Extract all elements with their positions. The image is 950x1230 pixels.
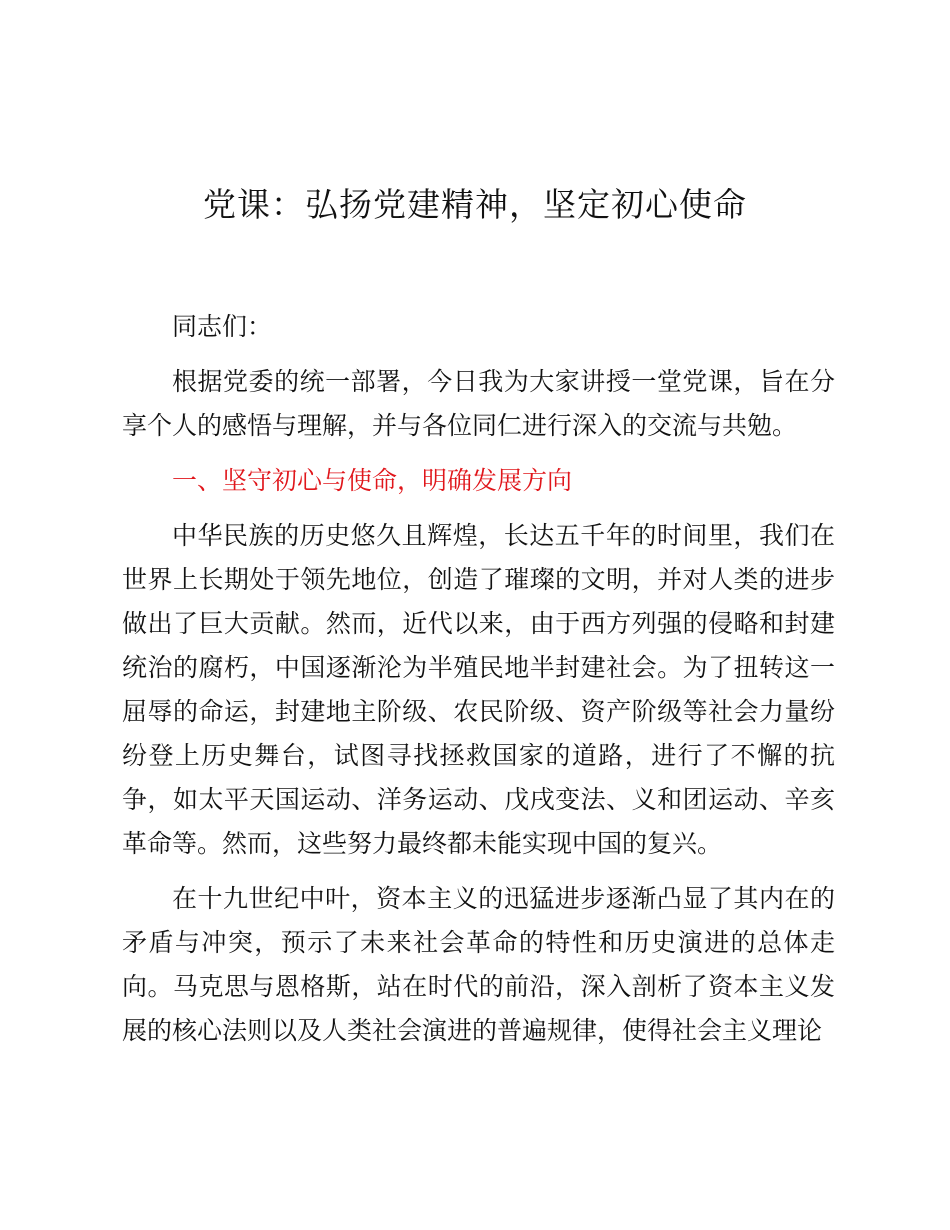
document-body <box>122 305 835 1053</box>
paragraph-marxism: 在十九世纪中叶，资本主义的迅猛进步逐渐凸显了其内在的矛盾与冲突，预示了未来社会革命的特性和历史演进的总体走向。马克思与恩格斯，站在时代的前沿，深入剖析了资本主义发展的核心法则以及人类社会演进的普遍规律，使得社会主义理论 <box>122 884 835 1045</box>
paragraph-history: 中华民族的历史悠久且辉煌，长达五千年的时间里，我们在世界上长期处于领先地位，创造了璀璨的文明，并对人类的进步做出了巨大贡献。然而，近代以来，由于西方列强的侵略和封建统治的腐朽，中国逐渐沦为半殖民地半封建社会。为了扭转这一屈辱的命运，封建地主阶级、农民阶级、资产阶级等社会力量纷纷登上历史舞台，试图寻找拯救国家的道路，进行了不懈的抗争，如太平天国运动、洋务运动、戊戌变法、义和团运动、辛亥革命等。然而，这些努力最终都未能实现中国的复兴。 <box>122 521 835 858</box>
section-heading-1: 一、坚守初心与使命，明确发展方向 <box>172 466 573 495</box>
greeting: 同志们： <box>172 312 273 341</box>
paragraph-intro: 根据党委的统一部署，今日我为大家讲授一堂党课，旨在分享个人的感悟与理解，并与各位同仁进行深入的交流与共勉。 <box>122 367 835 440</box>
document-title: 党课：弘扬党建精神，坚定初心使命 <box>203 185 747 224</box>
